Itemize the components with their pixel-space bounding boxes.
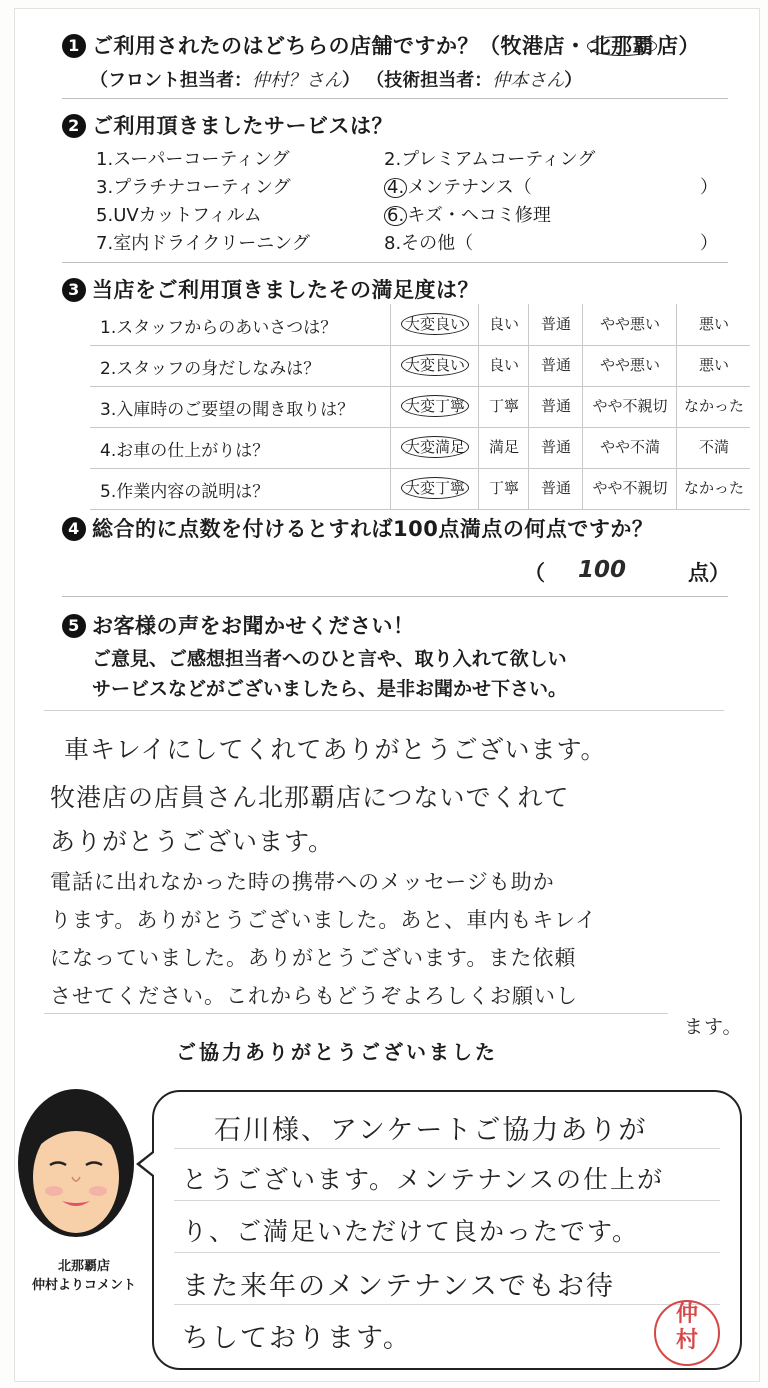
q5-title: お客様の声をお聞かせください！ — [92, 614, 415, 638]
tech-name: 仲本さん — [492, 70, 565, 91]
customer-comment-line: ります。ありがとうございました。あと、車内もキレイ — [50, 908, 598, 932]
service-item: 2.プレミアムコーティング — [384, 149, 596, 170]
satisfaction-row — [90, 304, 750, 346]
satisfaction-row — [90, 427, 750, 469]
option: 満足 — [478, 427, 529, 468]
option: やや不親切 — [582, 468, 677, 509]
option: 良い — [478, 304, 529, 345]
customer-comment-line: ありがとうございます。 — [50, 827, 335, 856]
option: なかった — [676, 386, 751, 427]
divider — [44, 710, 724, 711]
tech-label: （技術担当者： — [366, 70, 493, 91]
customer-comment-line: ます。 — [684, 1016, 743, 1038]
front-label: （フロント担当者： — [90, 70, 252, 91]
q1-heading — [62, 30, 700, 60]
option: やや不親切 — [582, 386, 677, 427]
front-name: 仲村？さん — [252, 70, 342, 91]
q3-heading — [62, 274, 479, 304]
divider — [62, 262, 728, 263]
q1-store-selected: 北那覇 — [587, 36, 658, 56]
q2-number: 2 — [62, 114, 86, 138]
q1-title-end: 店） — [657, 34, 700, 58]
satisfaction-row — [90, 468, 750, 510]
q2-heading — [62, 110, 393, 140]
option: 普通 — [528, 427, 583, 468]
option-selected: 大変良い — [390, 345, 479, 386]
option: 悪い — [676, 304, 751, 345]
satisfaction-row — [90, 345, 750, 387]
option: やや不満 — [582, 427, 677, 468]
satisfaction-question: 4.お車の仕上がりは？ — [100, 441, 270, 461]
bubble-rule — [174, 1304, 720, 1305]
tech-close: ） — [564, 70, 583, 91]
option: 悪い — [676, 345, 751, 386]
q3-number: 3 — [62, 278, 86, 302]
option: 普通 — [528, 386, 583, 427]
staff-reply-line: とうございます。メンテナンスの仕上が — [182, 1165, 665, 1194]
q2-title: ご利用頂きましたサービスは？ — [92, 114, 393, 138]
service-close-paren: ） — [700, 177, 718, 198]
option-selected: 大変満足 — [390, 427, 479, 468]
q4-heading — [62, 513, 653, 543]
customer-comment-line: 電話に出れなかった時の携帯へのメッセージも助か — [50, 870, 555, 894]
divider — [62, 596, 728, 597]
front-close: ） — [342, 70, 360, 91]
option: やや悪い — [582, 345, 677, 386]
staff-reply-line: ちしております。 — [182, 1323, 412, 1354]
satisfaction-question: 5.作業内容の説明は？ — [100, 482, 270, 502]
option: 良い — [478, 345, 529, 386]
option: 丁寧 — [478, 386, 529, 427]
option: 普通 — [528, 345, 583, 386]
q4-number: 4 — [62, 517, 86, 541]
q1-title: ご利用されたのはどちらの店舗ですか？（牧港店・ — [92, 34, 587, 58]
divider — [62, 98, 728, 99]
q5-number: 5 — [62, 614, 86, 638]
name-stamp: 仲 村 — [654, 1300, 720, 1366]
option: 普通 — [528, 304, 583, 345]
service-item: 8.その他（ — [384, 233, 474, 254]
score-value: 100 — [578, 557, 627, 583]
satisfaction-question: 1.スタッフからのあいさつは？ — [100, 318, 338, 338]
q4-title: 総合的に点数を付けるとすれば100点満点の何点ですか？ — [92, 517, 654, 541]
staff-avatar — [14, 1085, 138, 1255]
bubble-rule — [174, 1148, 720, 1149]
bubble-rule — [174, 1252, 720, 1253]
option-selected: 大変良い — [390, 304, 479, 345]
staff-reply-line: り、ご満足いただけて良かったです。 — [182, 1217, 640, 1246]
service-item: 7.室内ドライクリーニング — [96, 233, 310, 254]
option-selected: 大変丁寧 — [390, 386, 479, 427]
service-item: 3.プラチナコーティング — [96, 177, 291, 198]
q1-number: 1 — [62, 34, 86, 58]
satisfaction-question: 2.スタッフの身だしなみは？ — [100, 359, 321, 379]
bubble-tail-inner — [140, 1152, 155, 1176]
q5-desc-1: ご意見、ご感想担当者へのひと言や、取り入れて欲しい — [92, 648, 567, 670]
option: 丁寧 — [478, 468, 529, 509]
q5-desc-2: サービスなどがございましたら、是非お聞かせ下さい。 — [92, 678, 568, 700]
customer-comment-line: になっていました。ありがとうございます。また依頼 — [50, 946, 577, 970]
q1-staff-line — [90, 66, 582, 92]
score-open: （ — [524, 561, 545, 585]
staff-caption: 仲村よりコメント — [31, 1278, 136, 1293]
satisfaction-question: 3.入庫時のご要望の聞き取りは？ — [100, 400, 355, 420]
staff-reply-line: 石川様、アンケートご協力ありが — [214, 1115, 648, 1146]
option: 不満 — [676, 427, 751, 468]
service-item: 1.スーパーコーティング — [96, 149, 290, 170]
q5-heading — [62, 610, 415, 640]
staff-reply-line: また来年のメンテナンスでもお待 — [182, 1271, 615, 1302]
customer-comment-line: させてください。これからもどうぞよろしくお願いし — [50, 984, 578, 1008]
customer-comment-line: 牧港店の店員さん北那覇店につないでくれて — [50, 783, 570, 812]
option: なかった — [676, 468, 751, 509]
divider — [44, 1013, 668, 1014]
q3-title: 当店をご利用頂きましたその満足度は？ — [92, 278, 479, 302]
option: 普通 — [528, 468, 583, 509]
bubble-rule — [174, 1200, 720, 1201]
satisfaction-row — [90, 386, 750, 428]
customer-comment-line: 車キレイにしてくれてありがとうございます。 — [64, 735, 607, 764]
service-item: 5.UVカットフィルム — [96, 205, 262, 226]
option: やや悪い — [582, 304, 677, 345]
service-close-paren: ） — [700, 233, 718, 254]
service-item-selected: 4. メンテナンス（ — [384, 173, 532, 199]
staff-store: 北那覇店 — [57, 1259, 110, 1274]
option-selected: 大変丁寧 — [390, 468, 479, 509]
score-unit: 点） — [688, 561, 730, 585]
service-item-selected: 6. キズ・ヘコミ修理 — [384, 201, 551, 227]
thanks-text: ご協力ありがとうございました — [176, 1040, 498, 1064]
